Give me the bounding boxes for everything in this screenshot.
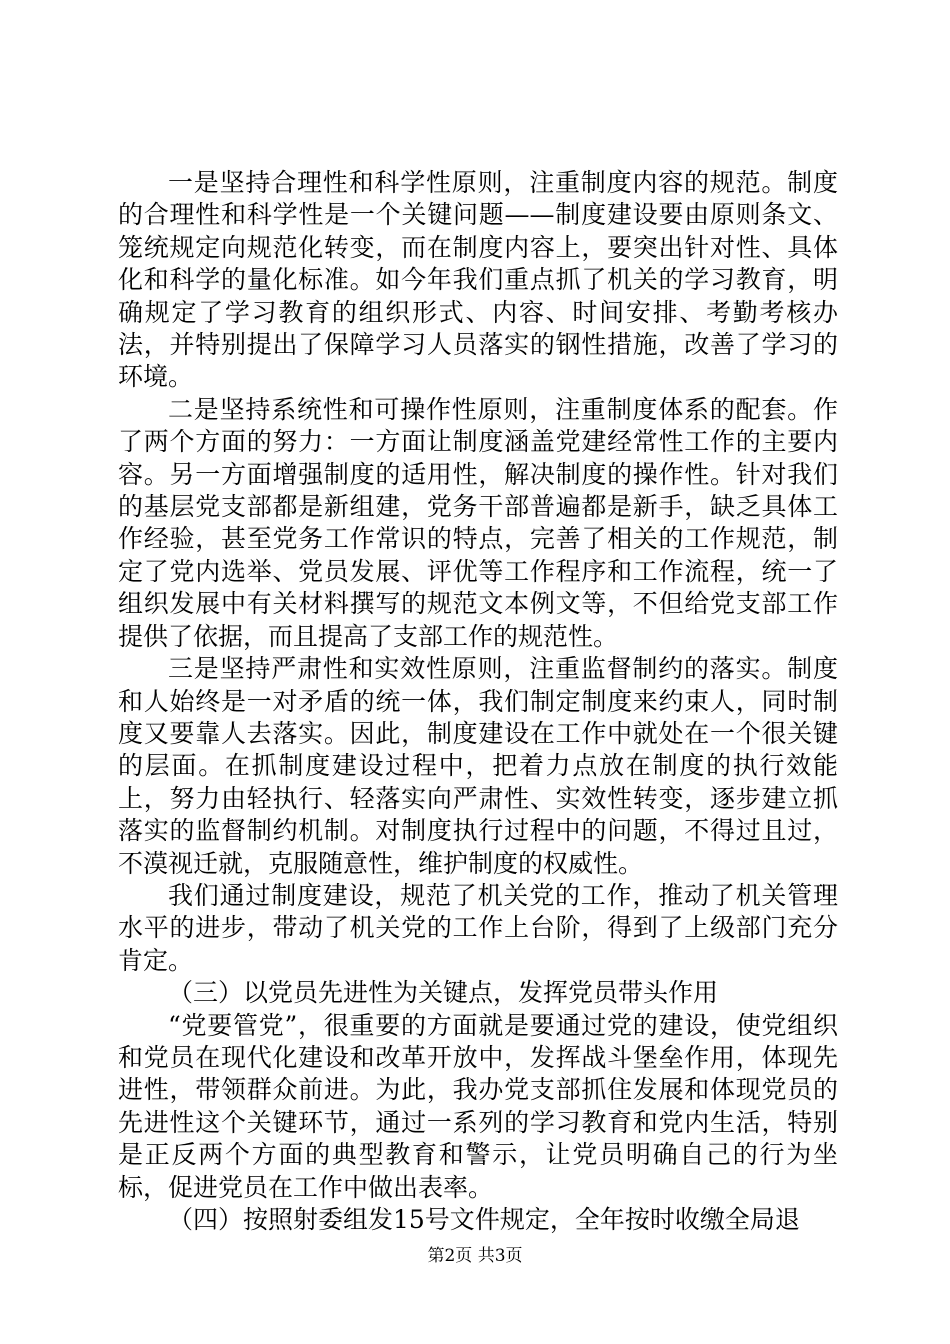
section-heading-three: （三）以党员先进性为关键点，发挥党员带头作用 bbox=[168, 978, 719, 1008]
paragraph-principle-two: 二是坚持系统性和可操作性原则，注重制度体系的配套。作了两个方面的努力：一方面让制度涵盖党建经常性工作的主要内容。另一方面增强制度的适用性，解决制度的操作性。针对我们的基层党支部都是新组建，党务干部普遍都是新手，缺乏具体工作经验，甚至党务工作常识的特点，完善了相关的工作规范，制定了党内选举、党员发展、评优等工作程序和工作流程，统一了组织发展中有关材料撰写的规范文本例文等，不但给党支部工作提供了依据，而且提高了支部工作的规范性。 bbox=[118, 394, 838, 651]
document-body bbox=[118, 167, 838, 1236]
paragraph-section-four: （四）按照射委组发15号文件规定，全年按时收缴全局退 bbox=[168, 1205, 800, 1234]
page-footer bbox=[0, 1245, 950, 1267]
paragraph-summary: 我们通过制度建设，规范了机关党的工作，推动了机关管理水平的进步，带动了机关党的工作上台阶，得到了上级部门充分肯定。 bbox=[118, 880, 838, 975]
paragraph-principle-one: 一是坚持合理性和科学性原则，注重制度内容的规范。制度的合理性和科学性是一个关键问题——制度建设要由原则条文、笼统规定向规范化转变，而在制度内容上，要突出针对性、具体化和科学的量化标准。如今年我们重点抓了机关的学习教育，明确规定了学习教育的组织形式、内容、时间安排、考勤考核办法，并特别提出了保障学习人员落实的钢性措施，改善了学习的环境。 bbox=[118, 168, 838, 392]
paragraph-party-members: “党要管党”，很重要的方面就是要通过党的建设，使党组织和党员在现代化建设和改革开放中，发挥战斗堡垒作用，体现先进性，带领群众前进。为此，我办党支部抓住发展和体现党员的先进性这个关键环节，通过一系列的学习教育和党内生活，特别是正反两个方面的典型教育和警示，让党员明确自己的行为坐标，促进党员在工作中做出表率。 bbox=[118, 1010, 838, 1202]
footer-page-number: 2 bbox=[444, 1246, 456, 1266]
footer-total-prefix: 共 bbox=[477, 1246, 495, 1266]
footer-page-prefix: 第 bbox=[427, 1246, 445, 1266]
paragraph-principle-three: 三是坚持严肃性和实效性原则，注重监督制约的落实。制度和人始终是一对矛盾的统一体，我们制定制度来约束人，同时制度又要靠人去落实。因此，制度建设在工作中就处在一个很关键的层面。在抓制度建设过程中，把着力点放在制度的执行效能上，努力由轻执行、轻落实向严肃性、实效性转变，逐步建立抓落实的监督制约机制。对制度执行过程中的问题，不得过且过，不漠视迁就，克服随意性，维护制度的权威性。 bbox=[118, 654, 838, 878]
footer-page-suffix: 页 bbox=[455, 1246, 473, 1266]
footer-total-pages: 3 bbox=[494, 1246, 506, 1266]
footer-total-suffix: 页 bbox=[505, 1246, 523, 1266]
